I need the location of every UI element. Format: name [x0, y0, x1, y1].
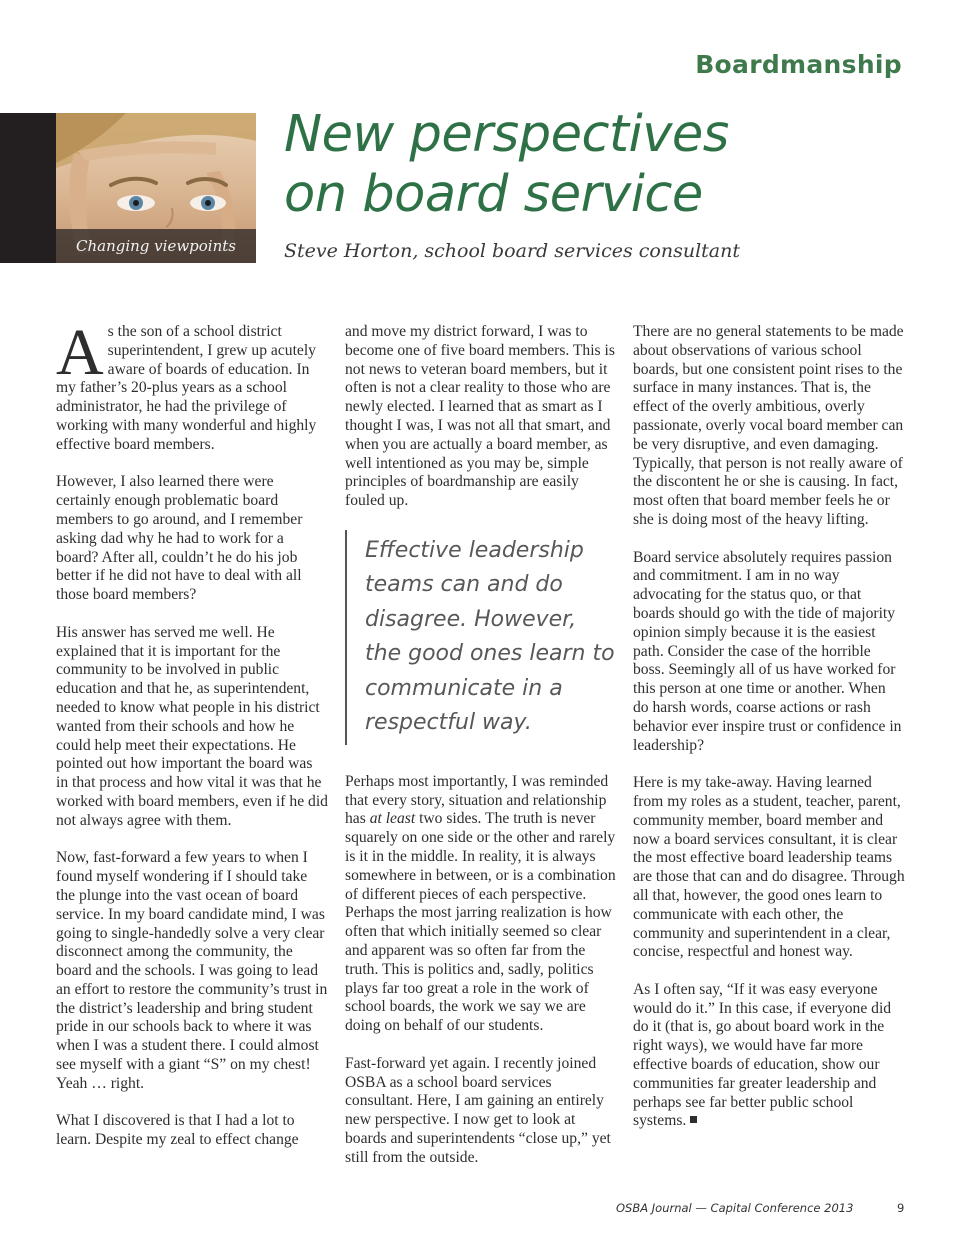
header-photo [56, 113, 256, 263]
article-title [284, 105, 729, 225]
article-column-2 [345, 323, 617, 1186]
paragraph: There are no general statements to be made about observations of various school boards, but one consistent point rises to the surface in many instances. That is, the effect of the overly ambitious, overly passionate, overly vocal board member can be very disruptive, and even damaging. Typically, that person is not really aware of the discontent he or she is causing. In fact, most often that board member feels he or she is doing most of the heavy lifting. [633, 323, 904, 528]
pull-quote: Effective leadership teams can and do disagree. However, the good ones learn to communicate in a respectful way. [345, 530, 617, 745]
emphasis: at least [369, 810, 416, 828]
footer-publication: OSBA Journal — Capital Conference 2013 [616, 1201, 854, 1215]
paragraph: Here is my take-away. Having learned from my roles as a student, teacher, parent, community member, board member and now a board services consultant, it is clear the most effective board leadership teams are those that can and do disagree. Through all that, however, the good ones learn to communicate with each other, the community and superintendent in a clear, concise, respectful and honest way. [633, 774, 905, 961]
title-line-1: New perspectives [284, 105, 729, 164]
title-line-2: on board service [284, 165, 703, 224]
article-column-3 [633, 323, 905, 1150]
byline: Steve Horton, school board services consultant [284, 240, 741, 262]
section-label: Boardmanship [695, 50, 902, 79]
paragraph: Now, fast-forward a few years to when I found myself wondering if I should take the plunge into the vast ocean of board service. In my board candidate mind, I was going to single-handedly solve a very clear disconnect among the community, the board and the schools. I was going to lead an effort to restore the community’s trust in the district’s leadership and bring student pride in our schools back to where it was when I was a student there. I could almost see myself with a giant “S” on my chest! Yeah … right. [56, 849, 328, 1092]
paragraph: However, I also learned there were certainly enough problematic board members to go around, and I remember asking dad why he had to work for a board? After all, couldn’t he do his job better if he did not have to deal with all those board members? [56, 473, 303, 604]
paragraph: His answer has served me well. He explained that it is important for the community to be involved in public education and that he, as superintendent, needed to know what people in his district wanted from their schools and how he could help meet their expectations. He pointed out how important the board was in that process and how vital it was that he worked with board members, even if he did not always agree with them. [56, 623, 328, 829]
paragraph: As the son of a school district superintendent, I grew up acutely aware of boards of education. In my father’s 20-plus years as a school administrator, he had the privilege of working with many wonderful and highly effective board members. [56, 316, 317, 453]
article-column-1 [56, 316, 328, 1169]
paragraph: Perhaps most importantly, I was reminded that every story, situation and relationship has at least two sides. The truth is never squarely on one side or the other and rarely is it in the middle. In reality, it is always somewhere in between, or is a combination of different pieces of each perspective. Perhaps the most jarring realization is how often that which initially seemed so clear and apparent was so often far from the truth. This is politics and, sadly, politics plays far too great a role in the work of school boards, the work we say we are doing on behalf of our students. [345, 772, 616, 1035]
paragraph: Fast-forward yet again. I recently joined OSBA as a school board services consultant. Here, I am gaining an entirely new perspective. I now get to look at boards and superintendents “close up,” yet still from the outside. [345, 1054, 611, 1166]
photo-caption: Changing viewpoints [56, 229, 256, 263]
drop-cap: A [56, 316, 104, 389]
paragraph: and move my district forward, I was to become one of five board members. This is not news to veteran board members, but it often is not a clear reality to those who are newly elected. I learned that as smart as I thought I was, I was not all that smart, and when you are actually a board member, as well intentioned as you may be, simple principles of boardmanship are easily fouled up. [345, 323, 615, 510]
end-mark-icon [690, 1116, 697, 1123]
paragraph: Board service absolutely requires passion and commitment. I am in no way advocating for the status quo, or that boards should go with the tide of majority opinion simply because it is the easiest path. Consider the case of the horrible boss. Seemingly all of us have worked for this person at one time or another. When do harsh words, coarse actions or rash behavior ever inspire trust or confidence in leadership? [633, 548, 902, 754]
paragraph: As I often say, “If it was easy everyone would do it.” In this case, if everyone did do it (that is, go about board work in the right ways), we would have far more effective boards of education, show our communities far greater leadership and perhaps see far better public school systems. [633, 980, 892, 1130]
decorative-bar [0, 113, 56, 263]
page-number: 9 [897, 1201, 905, 1215]
paragraph: What I discovered is that I had a lot to learn. Despite my zeal to effect change [56, 1112, 299, 1149]
